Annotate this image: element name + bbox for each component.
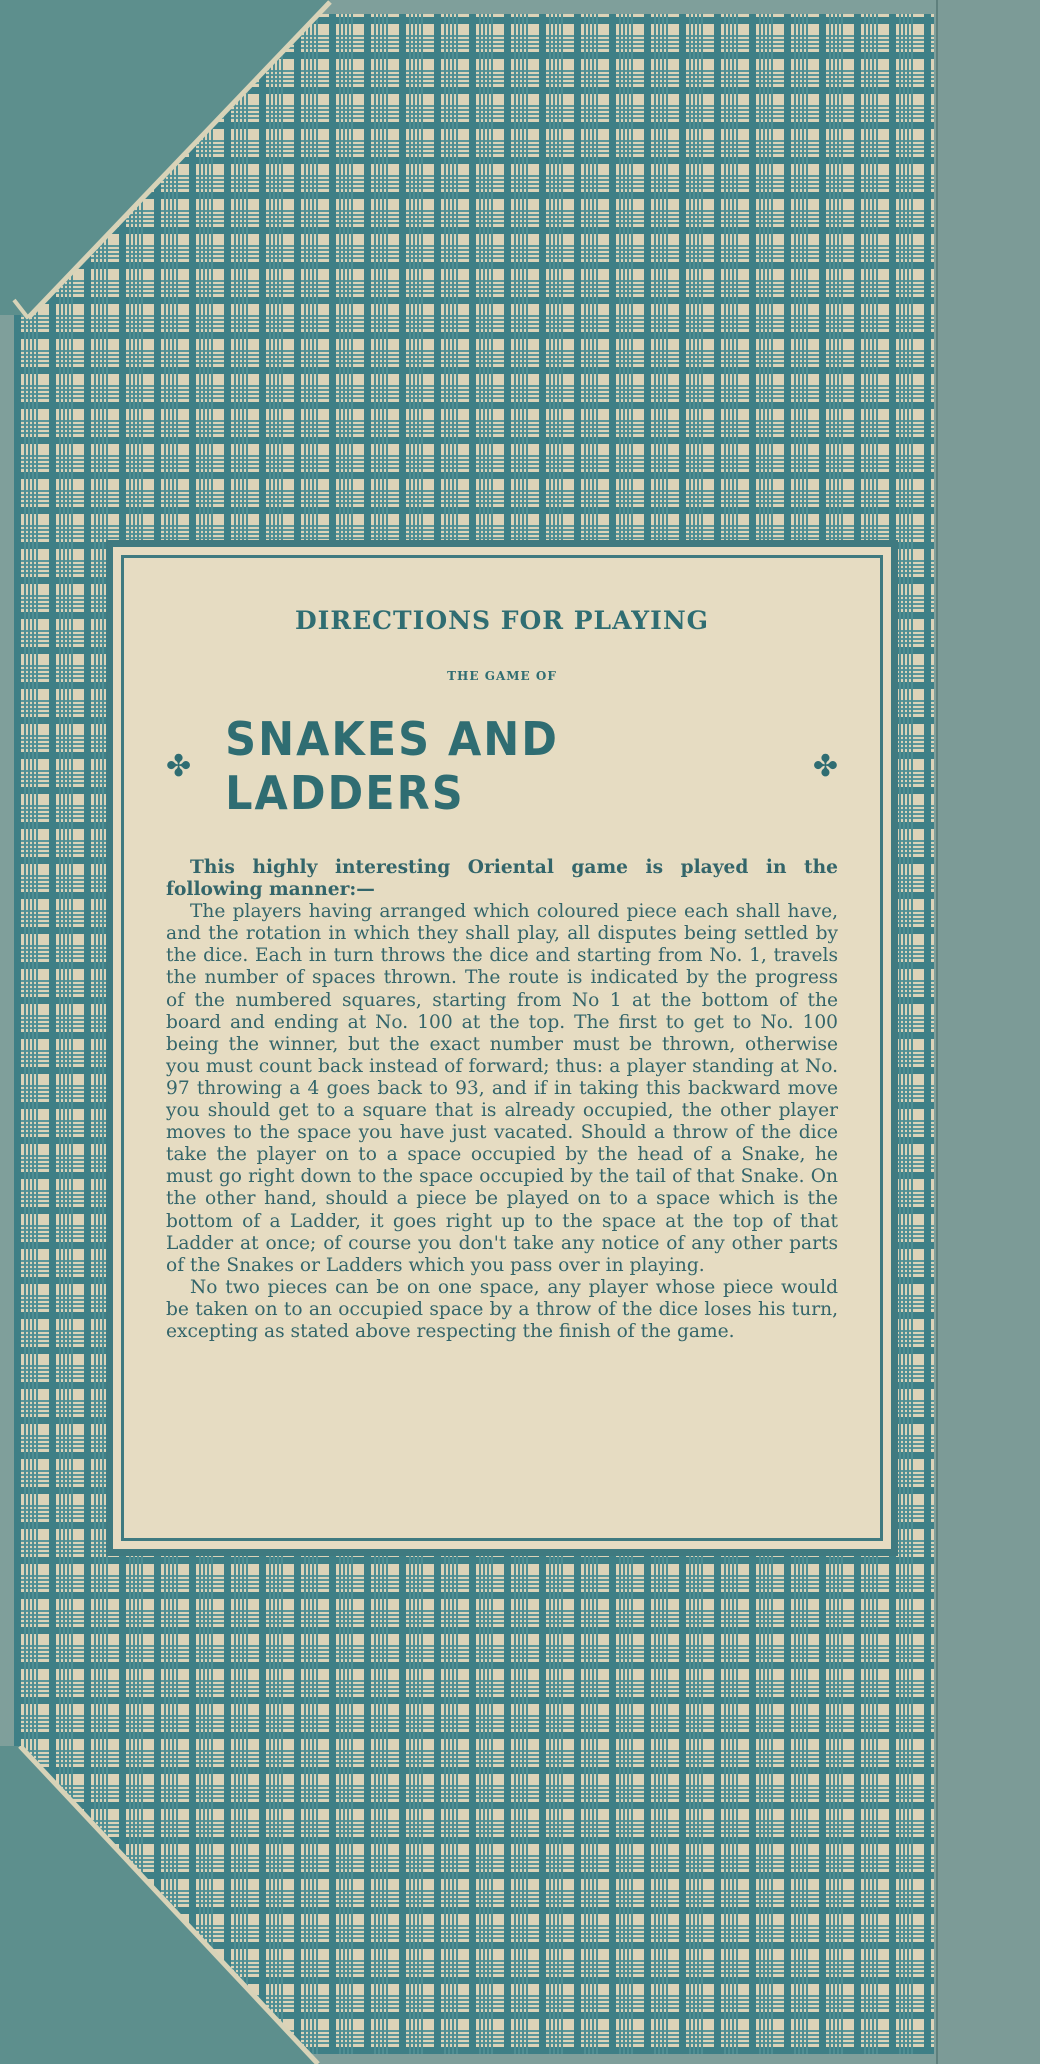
rules-paragraph: The players having arranged which coloured piece each shall have, and the rotation in which they shall play, all disputes being settled by the dice. Each in turn throws the dice and starting from No. 1, travels the number of spaces thrown. The route is indicated by the progress of the numbered squares, starting from No 1 at the bottom of the board and ending at No. 100 at the top. The first to get to No. 100 being the winner, but the exact number must be thrown, otherwise you must count back instead of forward; thus: a player standing at No. 97 throwing a 4 goes back to 93, and if in taking this backward move you should get to a square that is already occupied, the other player moves to the space you have just vacated. Should a throw of the dice take the player on to a space occupied by the head of a Snake, he must go right down to the space occupied by the tail of that Snake. On the other hand, should a piece be played on to a space which is the bottom of a Ladder, it goes right up to the space at the top of that Ladder at once; of course you don't take any notice of any other parts of the Snakes or Ladders which you pass over in playing. <box>166 901 838 1276</box>
occupied-space-paragraph: No two pieces can be on one space, any player whose piece would be taken on to an occupied space by a throw of the dice loses his turn, excepting as stated above respecting the finish of the game. <box>166 1276 838 1342</box>
left-flourish-icon: ✤ <box>166 749 192 784</box>
intro-paragraph: This highly interesting Oriental game is played in the following manner:— <box>166 857 838 901</box>
directions-heading: DIRECTIONS FOR PLAYING <box>294 606 710 635</box>
directions-label <box>106 540 898 1556</box>
bottom-left-corner-guard <box>0 1746 340 2064</box>
game-title: SNAKES AND LADDERS <box>225 713 559 821</box>
rules-text <box>166 857 838 1343</box>
title-row <box>166 713 838 821</box>
label-frame <box>121 555 883 1541</box>
right-flourish-icon: ✤ <box>812 749 838 784</box>
game-of-subheading: THE GAME OF <box>447 669 557 683</box>
top-left-corner-guard <box>0 0 340 340</box>
box-spine <box>936 0 1040 2064</box>
